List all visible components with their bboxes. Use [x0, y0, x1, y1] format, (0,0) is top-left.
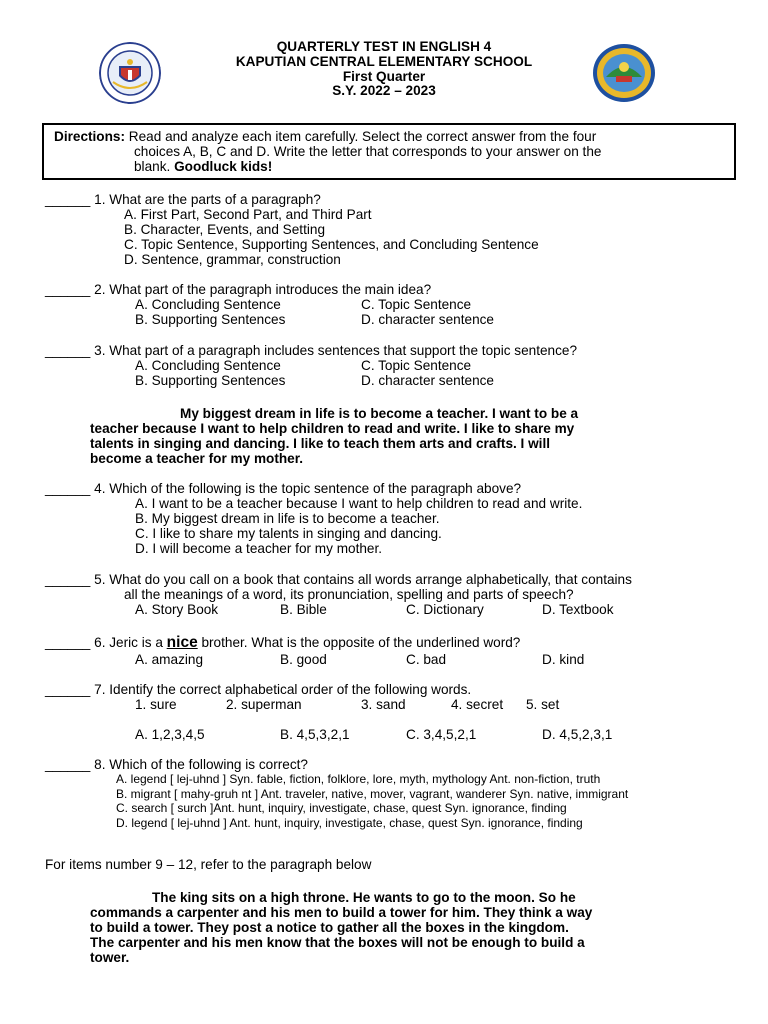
q7-word-4: 4. secret	[451, 697, 504, 712]
q8-option-b: B. migrant [ mahy-gruh nt ] Ant. traveler, native, mover, vagrant, wanderer Syn. native, immigrant	[116, 787, 629, 801]
question-8: ______ 8. Which of the following is correct?	[45, 757, 308, 772]
paragraph-2-line-3: to build a tower. They post a notice to gather all the boxes in the kingdom.	[90, 920, 569, 935]
school-name: KAPUTIAN CENTRAL ELEMENTARY SCHOOL	[235, 53, 533, 69]
q3-option-a: A. Concluding Sentence	[135, 358, 281, 373]
q7-word-1: 1. sure	[135, 697, 177, 712]
question-4: ______ 4. Which of the following is the topic sentence of the paragraph above?	[45, 481, 522, 496]
q3-option-b: B. Supporting Sentences	[135, 373, 286, 388]
q6-option-d: D. kind	[542, 652, 585, 667]
question-1: ______ 1. What are the parts of a paragraph?	[45, 192, 321, 207]
q6-option-b: B. good	[280, 652, 327, 667]
q5-option-a: A. Story Book	[135, 602, 219, 617]
q7-option-d: D. 4,5,2,3,1	[542, 727, 613, 742]
underlined-word: nice	[166, 634, 198, 651]
paragraph-1-line-4: become a teacher for my mother.	[90, 451, 304, 466]
q7-word-3: 3. sand	[361, 697, 406, 712]
question-6: ______ 6. Jeric is a nice brother. What is the opposite of the underlined word?	[45, 634, 521, 651]
directions-line-3: blank. Goodluck kids!	[134, 159, 273, 174]
q1-option-b: B. Character, Events, and Setting	[124, 222, 325, 237]
q2-option-c: C. Topic Sentence	[361, 297, 472, 312]
paragraph-2-line-2: commands a carpenter and his men to build a tower for him. They think a way	[90, 905, 593, 920]
paragraph-2-line-1: The king sits on a high throne. He wants to go to the moon. So he	[152, 890, 576, 905]
paragraph-2-line-4: The carpenter and his men know that the boxes will not be enough to build a	[90, 935, 585, 950]
q4-option-b: B. My biggest dream in life is to become a teacher.	[135, 511, 440, 526]
q6-option-c: C. bad	[406, 652, 447, 667]
q7-option-a: A. 1,2,3,4,5	[135, 727, 205, 742]
directions-line-1: Directions: Read and analyze each item carefully. Select the correct answer from the four	[54, 129, 597, 144]
quarter-label: First Quarter	[342, 68, 426, 84]
school-year: S.Y. 2022 – 2023	[332, 83, 436, 99]
q2-option-a: A. Concluding Sentence	[135, 297, 281, 312]
q2-option-d: D. character sentence	[361, 312, 494, 327]
directions-line-2: choices A, B, C and D. Write the letter that corresponds to your answer on the	[134, 144, 602, 159]
q8-option-c: C. search [ surch ]Ant. hunt, inquiry, investigate, chase, quest Syn. ignorance, finding	[116, 801, 567, 815]
paragraph-1-line-2: teacher because I want to help children to read and write. I like to share my	[90, 421, 575, 436]
q2-option-b: B. Supporting Sentences	[135, 312, 286, 327]
q7-option-c: C. 3,4,5,2,1	[406, 727, 477, 742]
q8-option-d: D. legend [ lej-uhnd ] Ant. hunt, inquiry, investigate, chase, quest Syn. ignorance, finding	[116, 816, 583, 830]
q8-option-a: A. legend [ lej-uhnd ] Syn. fable, fiction, folklore, lore, myth, mythology Ant. non-fiction, truth	[116, 772, 601, 786]
directions-label: Directions:	[54, 129, 126, 144]
question-7: ______ 7. Identify the correct alphabetical order of the following words.	[45, 682, 472, 697]
question-5: ______ 5. What do you call on a book that contains all words arrange alphabetically, that contains	[45, 572, 632, 587]
q1-option-c: C. Topic Sentence, Supporting Sentences, and Concluding Sentence	[124, 237, 539, 252]
q3-option-d: D. character sentence	[361, 373, 494, 388]
q1-option-a: A. First Part, Second Part, and Third Part	[124, 207, 372, 222]
q1-option-d: D. Sentence, grammar, construction	[124, 252, 341, 267]
question-2: ______ 2. What part of the paragraph introduces the main idea?	[45, 282, 432, 297]
q7-word-2: 2. superman	[226, 697, 302, 712]
paragraph-2-line-5: tower.	[90, 950, 130, 965]
q5-option-c: C. Dictionary	[406, 602, 484, 617]
q7-word-5: 5. set	[526, 697, 560, 712]
q6-option-a: A. amazing	[135, 652, 204, 667]
test-header	[0, 40, 768, 99]
paragraph-1-line-1: My biggest dream in life is to become a teacher. I want to be a	[180, 406, 579, 421]
q4-option-a: A. I want to be a teacher because I want to help children to read and write.	[135, 496, 583, 511]
reading-paragraph-2	[90, 890, 655, 965]
items-note: For items number 9 – 12, refer to the paragraph below	[45, 857, 372, 872]
directions-box	[42, 123, 736, 180]
test-title: QUARTERLY TEST IN ENGLISH 4	[276, 39, 492, 54]
q5-option-d: D. Textbook	[542, 602, 614, 617]
goodluck-text: Goodluck kids!	[174, 159, 273, 174]
question-5-continued: all the meanings of a word, its pronunciation, spelling and parts of speech?	[124, 587, 574, 602]
q4-option-d: D. I will become a teacher for my mother.	[135, 541, 383, 556]
reading-paragraph-1	[90, 406, 659, 466]
q4-option-c: C. I like to share my talents in singing and dancing.	[135, 526, 442, 541]
question-3: ______ 3. What part of a paragraph includes sentences that support the topic sentence?	[45, 343, 578, 358]
q5-option-b: B. Bible	[280, 602, 327, 617]
paragraph-1-line-3: talents in singing and dancing. I like to teach them arts and crafts. I will	[90, 436, 551, 451]
q7-option-b: B. 4,5,3,2,1	[280, 727, 350, 742]
q3-option-c: C. Topic Sentence	[361, 358, 472, 373]
